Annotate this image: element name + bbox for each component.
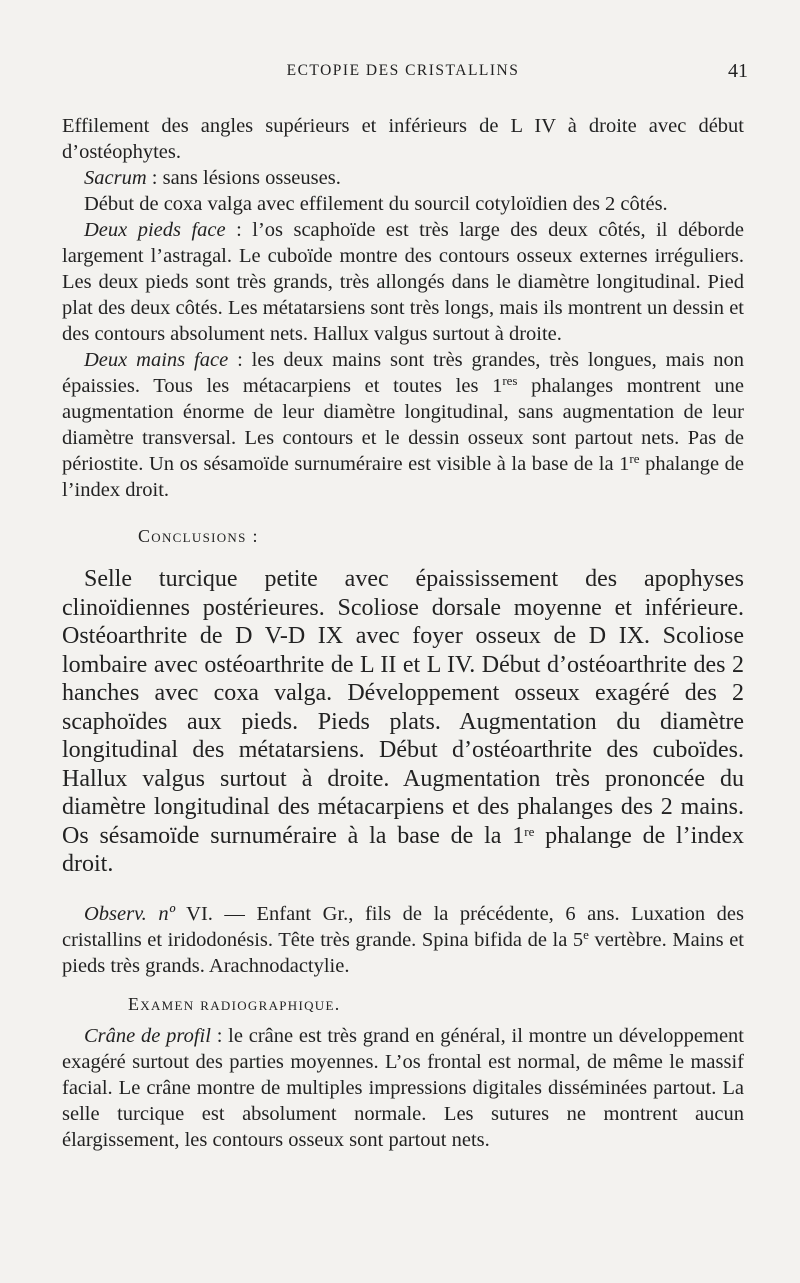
paragraph-text: Début de coxa valga avec effilement du sourcil cotyloïdien des 2 côtés. xyxy=(84,193,668,215)
conclusions-paragraph xyxy=(62,565,744,879)
paragraph-text: phalange de l’index droit. xyxy=(62,822,744,877)
paragraph-sacrum xyxy=(62,165,744,191)
paragraph-hands xyxy=(62,347,744,503)
page-header xyxy=(62,60,748,90)
paragraph-feet xyxy=(62,217,744,347)
paragraph-text: : le crâne est très grand en général, il montre un développement exagéré surtout des parties moyennes. L’os frontal est normal, de même le massif facial. Le crâne montre de multiples impressions digitales disséminées partout. La selle turcique est absolument normale. Les sutures ne montrent aucun élargissement, les contours osseux sont partout nets. xyxy=(62,1024,744,1151)
paragraph-text: vertèbre. Mains et pieds très grands. Arachnodactylie. xyxy=(62,928,744,977)
paragraph-text: : l’os scaphoïde est très large des deux côtés, il déborde largement l’astragal. Le cuboïde montre des contours osseux externes irréguliers. Les deux pieds sont très grands, très allongés dans le diamètre longitudinal. Pied plat des deux côtés. Les métatarsiens sont très longs, mais ils montrent un dessin et des contours absolument nets. Hallux valgus surtout à droite. xyxy=(62,219,744,345)
paragraph-text: : sans lésions osseuses. xyxy=(146,167,341,189)
paragraph-text: phalanges montrent une augmentation énorme de leur diamètre longitudinal, sans augmentation de leur diamètre transversal. Les contours et le dessin osseux sont partout nets. Pas de périostite. Un os sésamoïde surnuméraire est visible à la base de la 1 xyxy=(62,375,744,475)
paragraph-text: phalange de l’index droit. xyxy=(62,453,744,501)
paragraph-text: Selle turcique petite avec épaississement des apophyses clinoïdiennes postérieures. Scoliose dorsale moyenne et inférieure. Ostéoarthrite de D V-D IX avec foyer osseux de D IX. Scoliose lombaire avec ostéoarthrite de L II et L IV. Début d’ostéoarthrite des 2 hanches avec coxa valga. Développement osseux exagéré des 2 scaphoïdes aux pieds. Pieds plats. Augmentation du diamètre longitudinal des métatarsiens. Début d’ostéoarthrite des cuboïdes. Hallux valgus surtout à droite. Augmentation très prononcée du diamètre longitudinal des métacarpiens et des phalanges des 2 mains. Os sésamoïde surnuméraire à la base de la 1 xyxy=(62,566,744,849)
observation-label: Observ. nº xyxy=(84,902,175,925)
section-label: Deux mains face xyxy=(84,349,229,371)
paragraph-text: VI. — Enfant Gr., fils de la précédente, 6 ans. Luxation des cristallins et iridodonésis. Tête très grande. Spina bifida de la 5 xyxy=(62,902,744,951)
paragraph-vertebrae xyxy=(62,113,744,165)
skull-paragraph xyxy=(62,1023,744,1153)
running-title: ECTOPIE DES CRISTALLINS xyxy=(286,62,520,79)
paragraph-coxa xyxy=(62,191,744,217)
section-label: Sacrum xyxy=(84,167,147,189)
conclusions-block xyxy=(62,565,744,879)
section-label: Crâne de profil xyxy=(84,1024,211,1047)
page-body xyxy=(62,113,744,1153)
section-label: Deux pieds face xyxy=(84,219,226,241)
paragraph-text: : les deux mains sont très grandes, très longues, mais non épaissies. Tous les métacarpiens et toutes les 1 xyxy=(62,349,745,397)
superscript: res xyxy=(502,373,518,388)
page-number: 41 xyxy=(728,60,748,82)
conclusions-heading: Conclusions : xyxy=(138,526,259,546)
superscript: e xyxy=(583,926,589,942)
superscript: re xyxy=(629,451,640,466)
paragraph-text: Effilement des angles supérieurs et inférieurs de L IV à droite avec début d’ostéophytes. xyxy=(62,115,744,163)
observation-paragraph xyxy=(62,901,744,979)
superscript: re xyxy=(524,823,535,839)
exam-heading: Examen radiographique. xyxy=(128,993,341,1014)
